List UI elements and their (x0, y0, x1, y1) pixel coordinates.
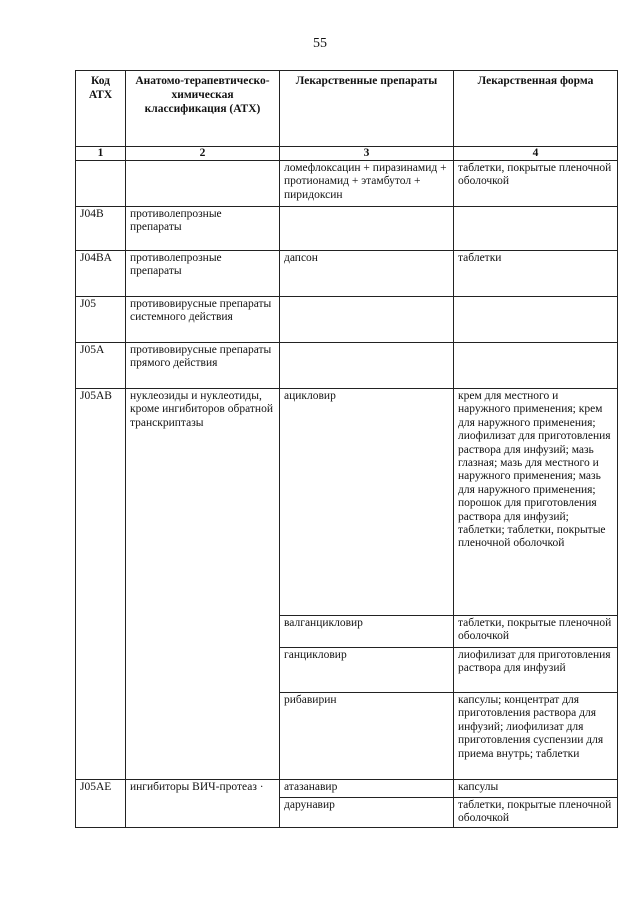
form-cell: таблетки (454, 251, 618, 297)
drug-cell (280, 207, 454, 251)
classification-cell: противолепрозные препараты (126, 251, 280, 297)
atx-code-cell (76, 161, 126, 207)
atx-code-cell: J05AE (76, 780, 126, 828)
drug-cell: рибавирин (280, 693, 454, 780)
atx-code-cell: J05AB (76, 389, 126, 780)
table-row (76, 780, 618, 798)
header-drugs: Лекарственные препараты (280, 71, 454, 147)
form-cell: капсулы (454, 780, 618, 798)
classification-cell: противолепрозные препараты (126, 207, 280, 251)
classification-cell (126, 161, 280, 207)
drug-cell: дарунавир (280, 798, 454, 828)
form-cell: крем для местного и наружного применения; крем для наружного применения; лиофилизат для приготовления раствора для инфузий; мазь глазная; мазь для местного и наружного применения; мазь для наружного применения; порошок для приготовления раствора для инфузий; таблетки; таблетки, покрытые пленочной оболочкой (454, 389, 618, 616)
classification-cell: нуклеозиды и нуклеотиды, кроме ингибиторов обратной транскриптазы (126, 389, 280, 780)
form-cell (454, 207, 618, 251)
table-header-row (76, 71, 618, 147)
header-form: Лекарственная форма (454, 71, 618, 147)
column-number: 2 (126, 147, 280, 161)
form-cell: лиофилизат для приготовления раствора для инфузий (454, 648, 618, 693)
atx-table (75, 70, 618, 828)
drug-cell: ацикловир (280, 389, 454, 616)
drug-cell: валганцикловир (280, 616, 454, 648)
table-row (76, 161, 618, 207)
column-number-row (76, 147, 618, 161)
form-cell (454, 343, 618, 389)
form-cell (454, 297, 618, 343)
atx-code-cell: J04BA (76, 251, 126, 297)
classification-cell: противовирусные препараты системного действия (126, 297, 280, 343)
form-cell: таблетки, покрытые пленочной оболочкой (454, 161, 618, 207)
table-row (76, 251, 618, 297)
classification-cell: противовирусные препараты прямого действия (126, 343, 280, 389)
header-classification: Анатомо-терапевтическо-химическая классификация (АТХ) (126, 71, 280, 147)
table-row (76, 297, 618, 343)
drug-cell: ломефлоксацин + пиразинамид + протионамид + этамбутол + пиридоксин (280, 161, 454, 207)
column-number: 4 (454, 147, 618, 161)
form-cell: капсулы; концентрат для приготовления раствора для инфузий; лиофилизат для приготовления суспензии для приема внутрь; таблетки (454, 693, 618, 780)
drug-cell: атазанавир (280, 780, 454, 798)
atx-code-cell: J05A (76, 343, 126, 389)
drug-cell: ганцикловир (280, 648, 454, 693)
header-code: Код АТХ (76, 71, 126, 147)
column-number: 3 (280, 147, 454, 161)
atx-code-cell: J04B (76, 207, 126, 251)
classification-cell: ингибиторы ВИЧ-протеаз · (126, 780, 280, 828)
table-row (76, 343, 618, 389)
atx-code-cell: J05 (76, 297, 126, 343)
drug-cell (280, 343, 454, 389)
form-cell: таблетки, покрытые пленочной оболочкой (454, 616, 618, 648)
page-number: 55 (313, 36, 327, 51)
table-row (76, 389, 618, 616)
table-row (76, 207, 618, 251)
drug-cell: дапсон (280, 251, 454, 297)
column-number: 1 (76, 147, 126, 161)
form-cell: таблетки, покрытые пленочной оболочкой (454, 798, 618, 828)
drug-cell (280, 297, 454, 343)
